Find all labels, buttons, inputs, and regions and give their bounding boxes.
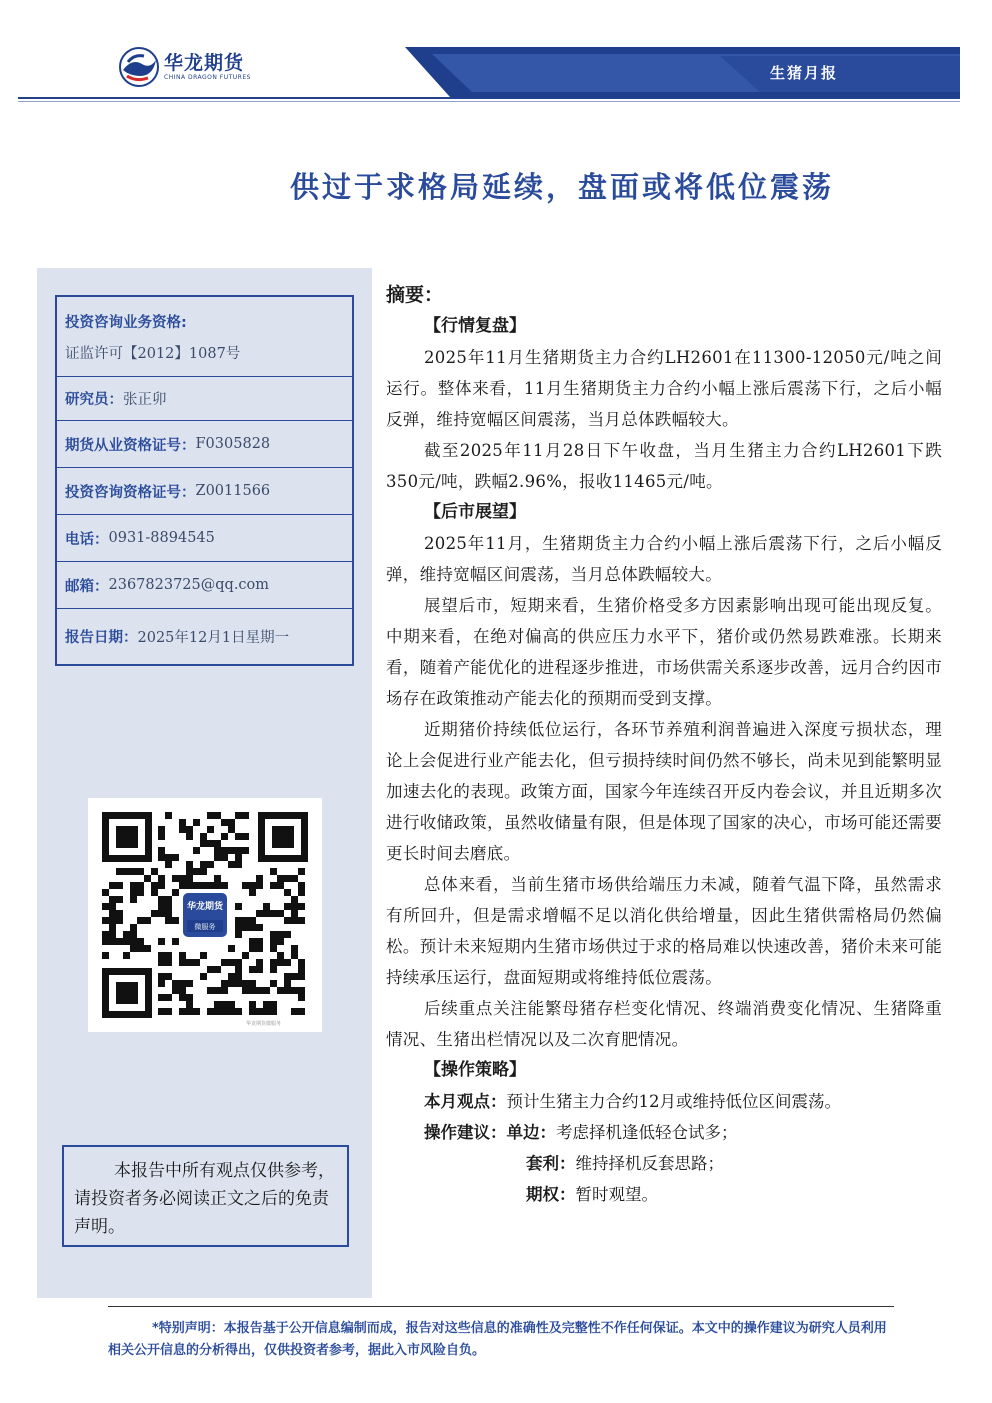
researcher-label: 研究员：	[65, 392, 123, 408]
invest-cert-value: Z0011566	[195, 483, 271, 499]
arbitrage-line	[386, 1148, 942, 1179]
header-divider	[18, 97, 960, 99]
summary-section	[386, 280, 942, 1210]
option-line	[386, 1179, 942, 1210]
email-row	[57, 562, 352, 609]
report-date-label: 报告日期：	[65, 630, 138, 646]
outlook-paragraph: 2025年11月，生猪期货主力合约小幅上涨后震荡下行，之后小幅反弹，维持宽幅区间震荡，当月总体跌幅较大。	[386, 534, 942, 584]
header-divider-thin	[18, 101, 960, 102]
outlook-paragraph: 近期猪价持续低位运行，各环节养殖利润普遍进入深度亏损状态，理论上会促进行业产能去化，但亏损持续时间仍然不够长，尚未见到能繁明显加速去化的表现。政策方面，国家今年连续召开反内卷会议，并且近期多次进行收储政策，虽然收储量有限，但是体现了国家的决心，市场可能还需要更长时间去磨底。	[386, 720, 942, 863]
phone-row	[57, 515, 352, 562]
review-paragraph: 2025年11月生猪期货主力合约LH2601在11300-12050元/吨之间运行。整体来看，11月生猪期货主力合约小幅上涨后震荡下行，之后小幅反弹，维持宽幅区间震荡，当月总体跌幅较大。	[386, 348, 942, 429]
arbitrage-label: 套利：	[526, 1154, 576, 1173]
monthly-view-line	[386, 1086, 942, 1117]
outlook-paragraph: 展望后市，短期来看，生猪价格受多方因素影响出现可能出现反复。中期来看，在绝对偏高的供应压力水平下，猪价或仍然易跌难涨。长期来看，随着产能优化的进程逐步推进，市场供需关系逐步改善，远月合约因市场存在政策推动产能去化的预期而受到支撑。	[386, 596, 942, 708]
report-type-label: 生猪月报	[770, 64, 839, 82]
researcher-value: 张正卯	[123, 392, 167, 408]
company-name-en: CHINA DRAGON FUTURES	[164, 74, 251, 81]
qr-center-line1: 华龙期货	[186, 902, 224, 912]
email-value[interactable]: 2367823725@qq.com	[108, 577, 270, 593]
researcher-row	[57, 377, 352, 421]
summary-heading: 摘要：	[386, 284, 444, 306]
report-title: 供过于求格局延续，盘面或将低位震荡	[290, 170, 835, 204]
qr-center-line2: 微服务	[194, 923, 216, 931]
outlook-paragraph: 总体来看，当前生猪市场供给端压力未减，随着气温下降，虽然需求有所回升，但是需求增幅不足以消化供给增量，因此生猪供需格局仍然偏松。预计未来短期内生猪市场供过于求的格局难以快速改善，猪价未来可能持续承压运行，盘面短期或将维持低位震荡。	[386, 875, 942, 987]
qr-caption: 华龙期货微服务	[246, 1021, 282, 1027]
email-label: 邮箱：	[65, 578, 109, 595]
qualification-label: 投资咨询业务资格:	[65, 314, 187, 331]
arbitrage-text: 维持择机反套思路；	[575, 1154, 724, 1173]
wechat-qr-code[interactable]	[88, 798, 322, 1032]
futures-cert-row	[57, 421, 352, 468]
monthly-view-text: 预计生猪主力合约12月或维持低位区间震荡。	[506, 1092, 841, 1111]
invest-cert-row	[57, 468, 352, 515]
futures-cert-value: F0305828	[195, 436, 271, 452]
monthly-view-label: 本月观点：	[424, 1092, 507, 1111]
invest-cert-label: 投资咨询资格证号：	[65, 484, 196, 501]
report-date-value: 2025年12月1日星期一	[137, 630, 290, 646]
footer-notice: *特别声明：本报告基于公开信息编制而成，报告对这些信息的准确性及完整性不作任何保证。本文中的操作建议为研究人员利用相关公开信息的分析得出，仅供投资者参考，据此入市风险自负。	[108, 1321, 887, 1358]
strategy-heading: 【操作策略】	[424, 1060, 526, 1080]
option-text: 暂时观望。	[575, 1185, 658, 1204]
qualification-row	[57, 297, 352, 377]
phone-label: 电话：	[65, 531, 109, 548]
sidebar-disclaimer: 本报告中所有观点仅供参考，请投资者务必阅读正文之后的免责声明。	[62, 1145, 349, 1247]
option-label: 期权：	[526, 1185, 576, 1204]
qualification-value: 证监许可【2012】1087号	[65, 345, 241, 362]
single-side-label: 单边：	[506, 1123, 556, 1142]
advice-label: 操作建议：	[424, 1123, 507, 1142]
report-date-row	[57, 609, 352, 664]
analyst-info-box	[55, 295, 354, 666]
company-name: 华龙期货	[164, 52, 245, 74]
phone-value: 0931-8894545	[108, 530, 215, 546]
qr-code-icon	[88, 798, 322, 1032]
dragon-logo-icon	[118, 46, 160, 88]
advice-single-line	[386, 1117, 942, 1148]
review-paragraph: 截至2025年11月28日下午收盘，当月生猪主力合约LH2601下跌350元/吨，跌幅2.96%，报收11465元/吨。	[386, 441, 942, 491]
outlook-heading: 【后市展望】	[424, 502, 526, 522]
single-side-text: 考虑择机逢低轻仓试多；	[556, 1123, 738, 1142]
outlook-paragraph: 后续重点关注能繁母猪存栏变化情况、终端消费变化情况、生猪降重情况、生猪出栏情况以及二次育肥情况。	[386, 999, 942, 1049]
footer-divider	[108, 1306, 894, 1307]
company-logo	[118, 46, 298, 92]
futures-cert-label: 期货从业资格证号：	[65, 437, 196, 454]
market-review-heading: 【行情复盘】	[424, 316, 526, 336]
